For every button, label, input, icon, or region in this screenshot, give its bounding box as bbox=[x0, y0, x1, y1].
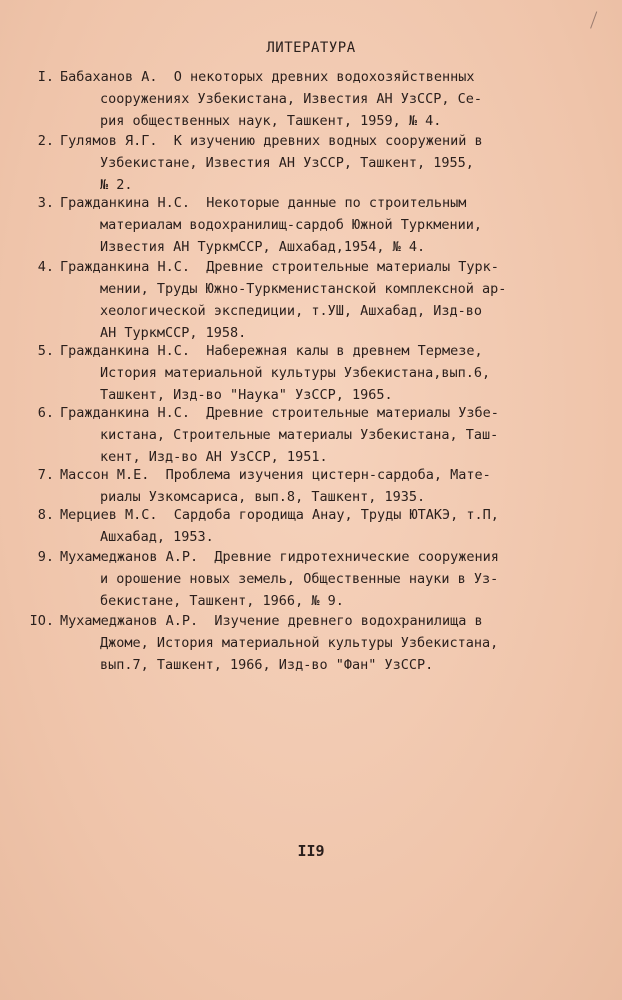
reference-3 bbox=[20, 192, 540, 258]
reference-line: кент, Изд-во АН УзССР, 1951. bbox=[100, 449, 328, 465]
reference-5 bbox=[20, 340, 540, 406]
reference-line: История материальной культуры Узбекистана,вып.6, bbox=[100, 365, 491, 381]
reference-line: Мухамеджанов А.Р. Древние гидротехнические сооружения bbox=[60, 549, 499, 565]
reference-line: кистана, Строительные материалы Узбекистана, Таш- bbox=[100, 427, 499, 443]
reference-6 bbox=[20, 402, 540, 468]
reference-line: Мухамеджанов А.Р. Изучение древнего водохранилища в bbox=[60, 613, 483, 629]
reference-8 bbox=[20, 504, 540, 548]
pencil-mark bbox=[590, 11, 603, 30]
reference-9 bbox=[20, 546, 540, 612]
reference-1 bbox=[20, 66, 540, 132]
reference-line: бекистане, Ташкент, 1966, № 9. bbox=[100, 593, 344, 609]
reference-line: Известия АН ТуркмССР, Ашхабад,1954, № 4. bbox=[100, 239, 426, 255]
reference-7 bbox=[20, 464, 540, 508]
reference-line: Гражданкина Н.С. Древние строительные материалы Узбе- bbox=[60, 405, 499, 421]
reference-line: Джоме, История материальной культуры Узбекистана, bbox=[100, 635, 499, 651]
reference-number: 3. bbox=[37, 195, 54, 211]
reference-number: 7. bbox=[37, 467, 54, 483]
reference-10 bbox=[20, 610, 540, 676]
reference-number: I. bbox=[37, 69, 54, 85]
reference-number: 8. bbox=[37, 507, 54, 523]
reference-line: сооружениях Узбекистана, Известия АН УзССР, Се- bbox=[100, 91, 483, 107]
reference-line: АН ТуркмССР, 1958. bbox=[100, 325, 247, 341]
reference-line: и орошение новых земель, Общественные науки в Уз- bbox=[100, 571, 499, 587]
reference-number: 4. bbox=[37, 259, 54, 275]
reference-number: 6. bbox=[37, 405, 54, 421]
page-title: ЛИТЕРАТУРА bbox=[266, 40, 356, 56]
reference-line: Ашхабад, 1953. bbox=[100, 529, 214, 545]
page-number: II9 bbox=[297, 842, 325, 860]
reference-line: риалы Узкомсариса, вып.8, Ташкент, 1935. bbox=[100, 489, 426, 505]
reference-line: хеологической экспедиции, т.УШ, Ашхабад, Изд-во bbox=[100, 303, 483, 319]
reference-line: мении, Труды Южно-Туркменистанской комплексной ар- bbox=[100, 281, 507, 297]
reference-line: Бабаханов А. О некоторых древних водохозяйственных bbox=[60, 69, 475, 85]
reference-number: 5. bbox=[37, 343, 54, 359]
reference-2 bbox=[20, 130, 540, 196]
reference-number: 9. bbox=[37, 549, 54, 565]
reference-line: Гражданкина Н.С. Набережная калы в древнем Термезе, bbox=[60, 343, 483, 359]
reference-line: вып.7, Ташкент, 1966, Изд-во "Фан" УзССР. bbox=[100, 657, 434, 673]
reference-number: 2. bbox=[37, 133, 54, 149]
reference-line: Гражданкина Н.С. Некоторые данные по строительным bbox=[60, 195, 467, 211]
reference-line: № 2. bbox=[100, 177, 133, 193]
reference-4 bbox=[20, 256, 540, 344]
reference-line: Узбекистане, Известия АН УзССР, Ташкент, 1955, bbox=[100, 155, 474, 171]
reference-line: Гражданкина Н.С. Древние строительные материалы Турк- bbox=[60, 259, 499, 275]
reference-line: Ташкент, Изд-во "Наука" УзССР, 1965. bbox=[100, 387, 393, 403]
reference-line: материалам водохранилищ-сардоб Южной Туркмении, bbox=[100, 217, 483, 233]
reference-line: Мерциев М.С. Сардоба городища Анау, Труды ЮТАКЭ, т.П, bbox=[60, 507, 499, 523]
reference-number: IO. bbox=[29, 613, 54, 629]
reference-line: Гулямов Я.Г. К изучению древних водных сооружений в bbox=[60, 133, 483, 149]
reference-line: Массон М.Е. Проблема изучения цистерн-сардоба, Мате- bbox=[60, 467, 491, 483]
reference-line: рия общественных наук, Ташкент, 1959, № 4. bbox=[100, 113, 442, 129]
